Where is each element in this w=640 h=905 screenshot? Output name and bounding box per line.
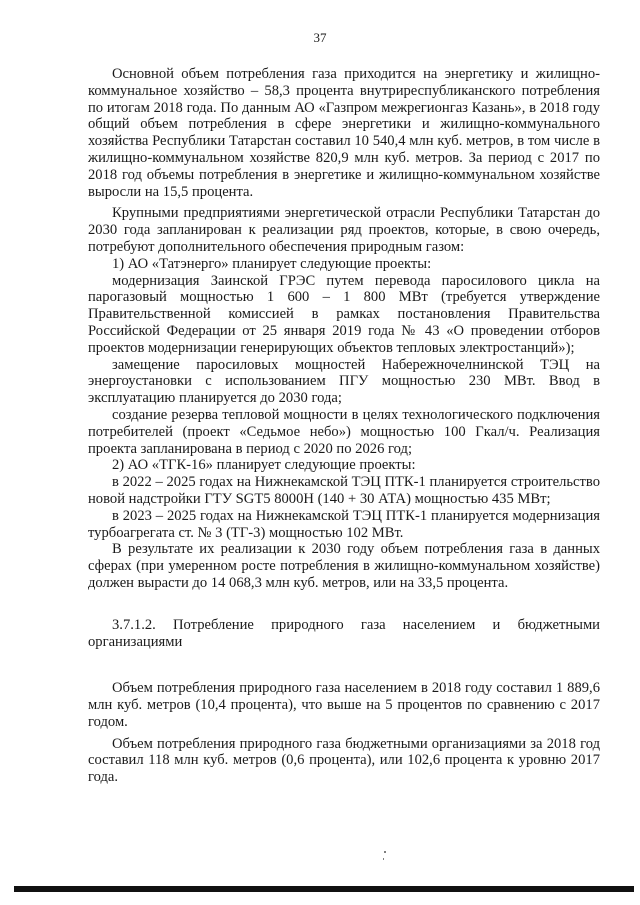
scan-speck: [384, 851, 386, 853]
list-item-chelny-replacement: замещение паросиловых мощностей Набережночелнинской ТЭЦ на энергоустановки с использованием ПГУ мощностью 230 МВт. Ввод в эксплуатацию планируется до 2030 года;: [88, 356, 600, 407]
page-number: 37: [313, 30, 327, 45]
paragraph-result: В результате их реализации к 2030 году объем потребления газа в данных сферах (при умеренном росте потребления в жилищно-коммунальном хозяйстве) должен вырасти до 14 068,3 млн куб. метров, или на 33,5 процента.: [88, 541, 600, 591]
list-item-tgk-gtu: в 2022 – 2025 годах на Нижнекамской ТЭЦ ПТК-1 планируется строительство новой надстройки ГТУ SGT5 8000H (140 + 30 АТА) мощностью 435 МВт;: [88, 474, 600, 507]
section-heading: 3.7.1.2. Потребление природного газа населением и бюджетными организациями: [88, 616, 600, 650]
list-item-tgk-intro: 2) АО «ТГК-16» планирует следующие проекты:: [112, 457, 416, 474]
list-item-seventh-sky: создание резерва тепловой мощности в целях технологического подключения потребителей (проект «Седьмое небо») мощностью 100 Гкал/ч. Реализация проекта запланирована в период с 2020 по 2026 год;: [88, 406, 600, 457]
paragraph-budget: Объем потребления природного газа бюджетными организациями за 2018 год составил 118 млн куб. метров (0,6 процента), или 102,6 процента к уровню 2017 года.: [88, 735, 600, 786]
list-item-tatenergo-intro: 1) АО «Татэнерго» планирует следующие проекты:: [112, 255, 432, 272]
document-body: [88, 66, 600, 791]
paragraph-population: Объем потребления природного газа населением в 2018 году составил 1 889,6 млн куб. метров (10,4 процента), что выше на 5 процентов по сравнению с 2017 годом.: [88, 680, 600, 730]
list-item-zainsk-modernization: модернизация Заинской ГРЭС путем перевода паросилового цикла на парогазовый мощностью 1 600 – 1 800 МВт (требуется утверждение Правительственной комиссией в рамках постановления Правительства Российской Федерации от 25 января 2019 года № 43 «О проведении отборов проектов модернизации генерирующих объектов тепловых электростанций»);: [88, 272, 600, 356]
scan-speck: [383, 858, 384, 860]
scan-bottom-edge: [14, 886, 634, 892]
list-item-tgk-turbine: в 2023 – 2025 годах на Нижнекамской ТЭЦ ПТК-1 планируется модернизация турбоагрегата ст. № 3 (ТГ-3) мощностью 102 МВт.: [88, 507, 600, 541]
paragraph-gas-consumption-energy: Основной объем потребления газа приходится на энергетику и жилищно-коммунальное хозяйство – 58,3 процента внутриреспубликанского потребления по итогам 2018 года. По данным АО «Газпром межрегионгаз Казань», в 2018 году общий объем потребления в сфере энергетики и жилищно-коммунального хозяйства Республики Татарстан составил 10 540,4 млн куб. метров, в том числе в жилищно-коммунальном хозяйстве 820,9 млн куб. метров. За период с 2017 по 2018 год объемы потребления в энергетике и жилищно-коммунальном хозяйстве выросли на 15,5 процента.: [88, 66, 600, 200]
paragraph-major-enterprises: Крупными предприятиями энергетической отрасли Республики Татарстан до 2030 года запланирован к реализации ряд проектов, которые, в свою очередь, потребуют дополнительного обеспечения природным газом:: [88, 205, 600, 255]
